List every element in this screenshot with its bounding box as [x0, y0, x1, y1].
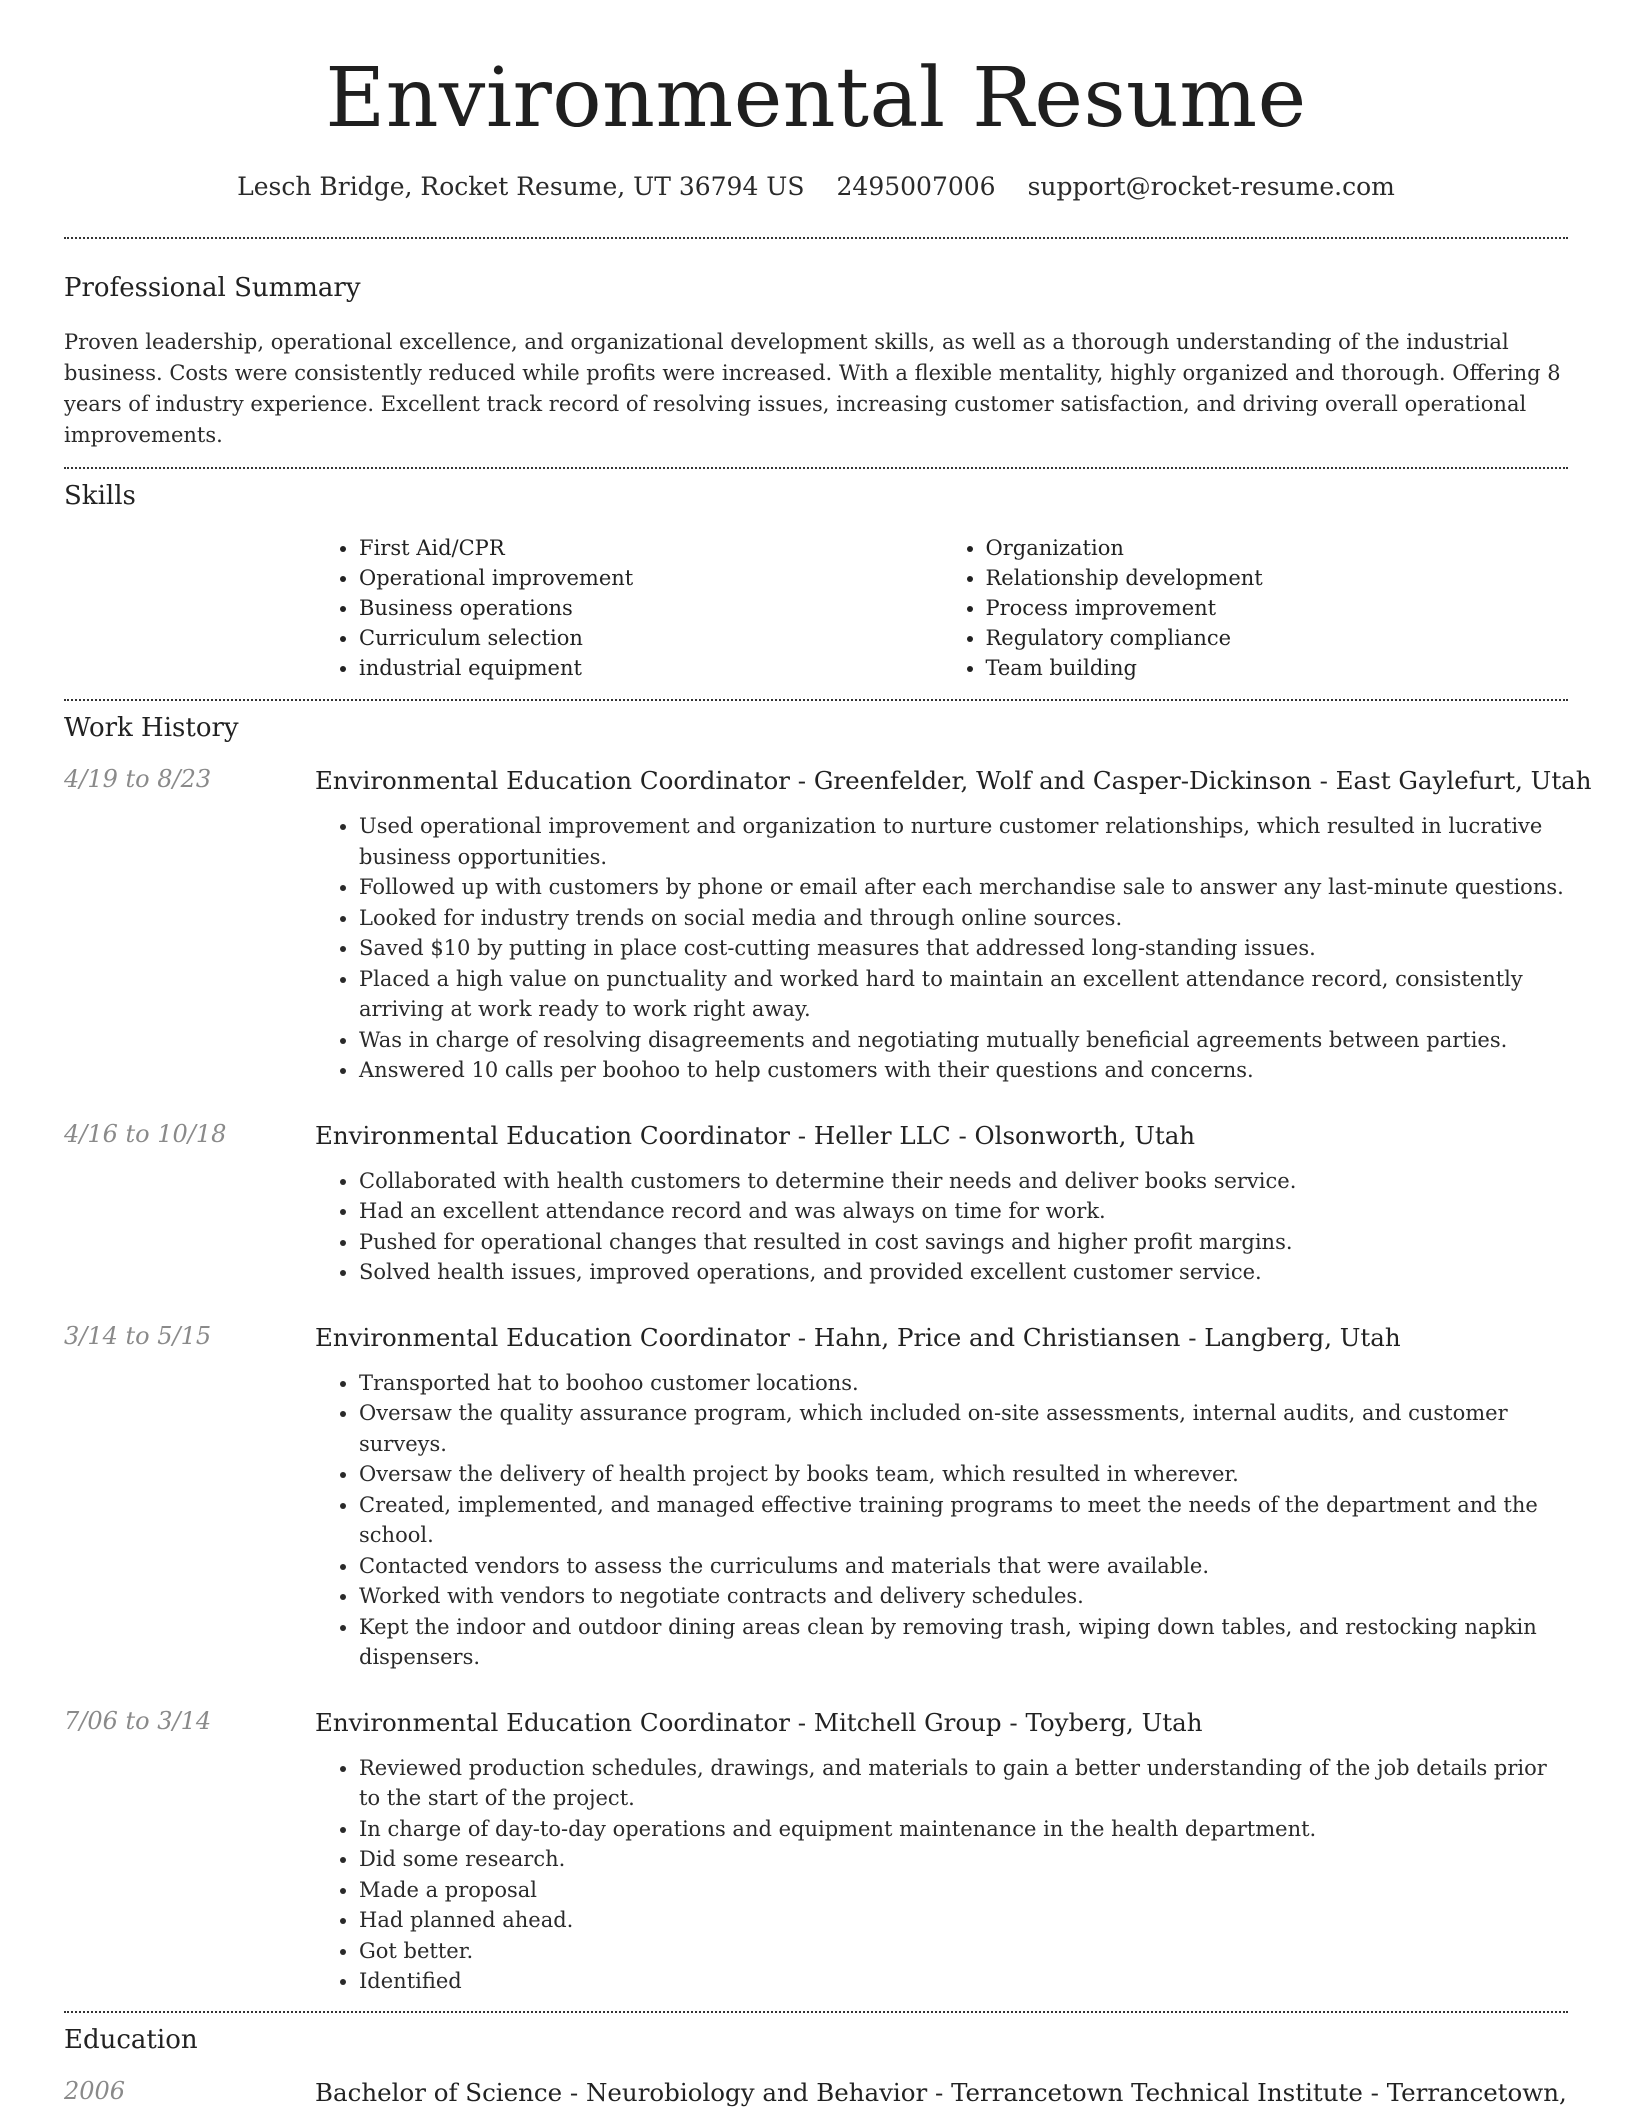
skill-item: • First Aid/CPR [359, 533, 942, 563]
skill-item: • Operational improvement [359, 563, 942, 593]
job-date: 4/19 to 8/23 [64, 765, 212, 793]
job-title: Environmental Education Coordinator - Heller LLC - Olsonworth, Utah [315, 1120, 1196, 1150]
job-bullet: • Had planned ahead. [359, 1905, 1568, 1936]
job-bullet: • Oversaw the delivery of health project by books team, which resulted in wherever. [359, 1459, 1568, 1490]
job-entry [64, 1322, 1568, 1673]
skills-column-right [942, 533, 1569, 683]
job-bullet: • Contacted vendors to assess the curriculums and materials that were available. [359, 1551, 1568, 1582]
education-body [315, 2077, 1568, 2109]
job-bullet: • Identified [359, 1966, 1568, 1997]
job-bullet: • Reviewed production schedules, drawings, and materials to gain a better understanding of the job details prior to the start of the project. [359, 1753, 1568, 1814]
job-body [315, 1707, 1568, 1997]
skill-item: • Curriculum selection [359, 623, 942, 653]
job-entry [64, 765, 1592, 1086]
education-title: Bachelor of Science - Neurobiology and Behavior - Terrancetown Technical Institute - Terrancetown, [315, 2077, 1567, 2107]
job-bullet: • Answered 10 calls per boohoo to help customers with their questions and concerns. [359, 1055, 1592, 1086]
job-bullet: • Oversaw the quality assurance program, which included on-site assessments, internal audits, and customer surveys. [359, 1398, 1568, 1459]
job-bullet: • Worked with vendors to negotiate contracts and delivery schedules. [359, 1581, 1568, 1612]
job-bullet: • Created, implemented, and managed effective training programs to meet the needs of the department and the school. [359, 1490, 1568, 1551]
skill-item: • Organization [986, 533, 1569, 563]
job-bullets [315, 1368, 1568, 1673]
job-body [315, 765, 1592, 1086]
job-bullet: • Kept the indoor and outdoor dining areas clean by removing trash, wiping down tables, and restocking napkin dispensers. [359, 1612, 1568, 1673]
job-bullets [315, 811, 1592, 1086]
resume-title: Environmental Resume [325, 51, 1307, 146]
skill-item: • Process improvement [986, 593, 1569, 623]
section-title-summary: Professional Summary [64, 273, 361, 303]
job-date: 3/14 to 5/15 [64, 1321, 212, 1350]
skills-section [64, 469, 1568, 683]
job-body [315, 1322, 1568, 1673]
skill-item: • Regulatory compliance [986, 623, 1569, 653]
job-bullet: • Pushed for operational changes that resulted in cost savings and higher profit margins. [359, 1227, 1568, 1258]
job-bullet: • Looked for industry trends on social media and through online sources. [359, 903, 1592, 934]
education-entry [64, 2077, 1568, 2109]
job-bullet: • Made a proposal [359, 1875, 1568, 1906]
summary-text: Proven leadership, operational excellence, and organizational development skills, as well as a thorough understanding of the industrial business. Costs were consistently reduced while profits were increased. With a flexible mentality, highly organized and thorough. Offering 8 years of industry experience. Excellent track record of resolving issues, increasing customer satisfaction, and driving overall operational improvements. [64, 330, 1561, 447]
job-bullets [315, 1166, 1568, 1288]
contact-phone[interactable]: 2495007006 [836, 172, 996, 201]
skills-list [315, 533, 1568, 683]
job-bullet: • Placed a high value on punctuality and worked hard to maintain an excellent attendance record, consistently arriving at work ready to work right away. [359, 964, 1592, 1025]
job-entry [64, 1120, 1568, 1288]
education-date: 2006 [64, 2076, 126, 2105]
job-bullet: • Had an excellent attendance record and was always on time for work. [359, 1196, 1568, 1227]
skills-column-left [315, 533, 942, 683]
job-bullet: • Saved $10 by putting in place cost-cutting measures that addressed long-standing issues. [359, 933, 1592, 964]
contact-line [64, 172, 1568, 201]
job-bullet: • Did some research. [359, 1844, 1568, 1875]
job-bullet: • Got better. [359, 1936, 1568, 1967]
job-bullet: • Followed up with customers by phone or email after each merchandise sale to answer any last-minute questions. [359, 872, 1592, 903]
job-title: Environmental Education Coordinator - Mitchell Group - Toyberg, Utah [315, 1707, 1203, 1737]
skill-item: • Team building [986, 653, 1569, 683]
section-title-education: Education [64, 2024, 198, 2055]
job-bullet: • In charge of day-to-day operations and equipment maintenance in the health department. [359, 1814, 1568, 1845]
work-section [64, 701, 1592, 1997]
section-title-skills: Skills [64, 481, 136, 511]
job-title: Environmental Education Coordinator - Hahn, Price and Christiansen - Langberg, Utah [315, 1322, 1401, 1352]
job-bullet: • Used operational improvement and organization to nurture customer relationships, which resulted in lucrative business opportunities. [359, 811, 1592, 872]
job-bullet: • Solved health issues, improved operations, and provided excellent customer service. [359, 1257, 1568, 1288]
skill-item: • industrial equipment [359, 653, 942, 683]
contact-address: Lesch Bridge, Rocket Resume, UT 36794 US [237, 172, 805, 201]
job-bullet: • Collaborated with health customers to determine their needs and deliver books service. [359, 1166, 1568, 1197]
skill-item: • Business operations [359, 593, 942, 623]
job-entry [64, 1707, 1568, 1997]
job-body [315, 1120, 1568, 1288]
skill-item: • Relationship development [986, 563, 1569, 593]
education-section [64, 2013, 1568, 2109]
contact-email[interactable]: support@rocket-resume.com [1027, 172, 1395, 201]
job-bullets [315, 1753, 1568, 1997]
job-bullet: • Was in charge of resolving disagreements and negotiating mutually beneficial agreements between parties. [359, 1025, 1592, 1056]
job-date: 7/06 to 3/14 [64, 1706, 212, 1735]
summary-section [64, 239, 1568, 451]
job-title: Environmental Education Coordinator - Greenfelder, Wolf and Casper-Dickinson - East Gaylefurt, Utah [315, 766, 1592, 795]
job-date: 4/16 to 10/18 [64, 1119, 227, 1148]
section-title-work: Work History [64, 713, 239, 743]
job-bullet: • Transported hat to boohoo customer locations. [359, 1368, 1568, 1399]
